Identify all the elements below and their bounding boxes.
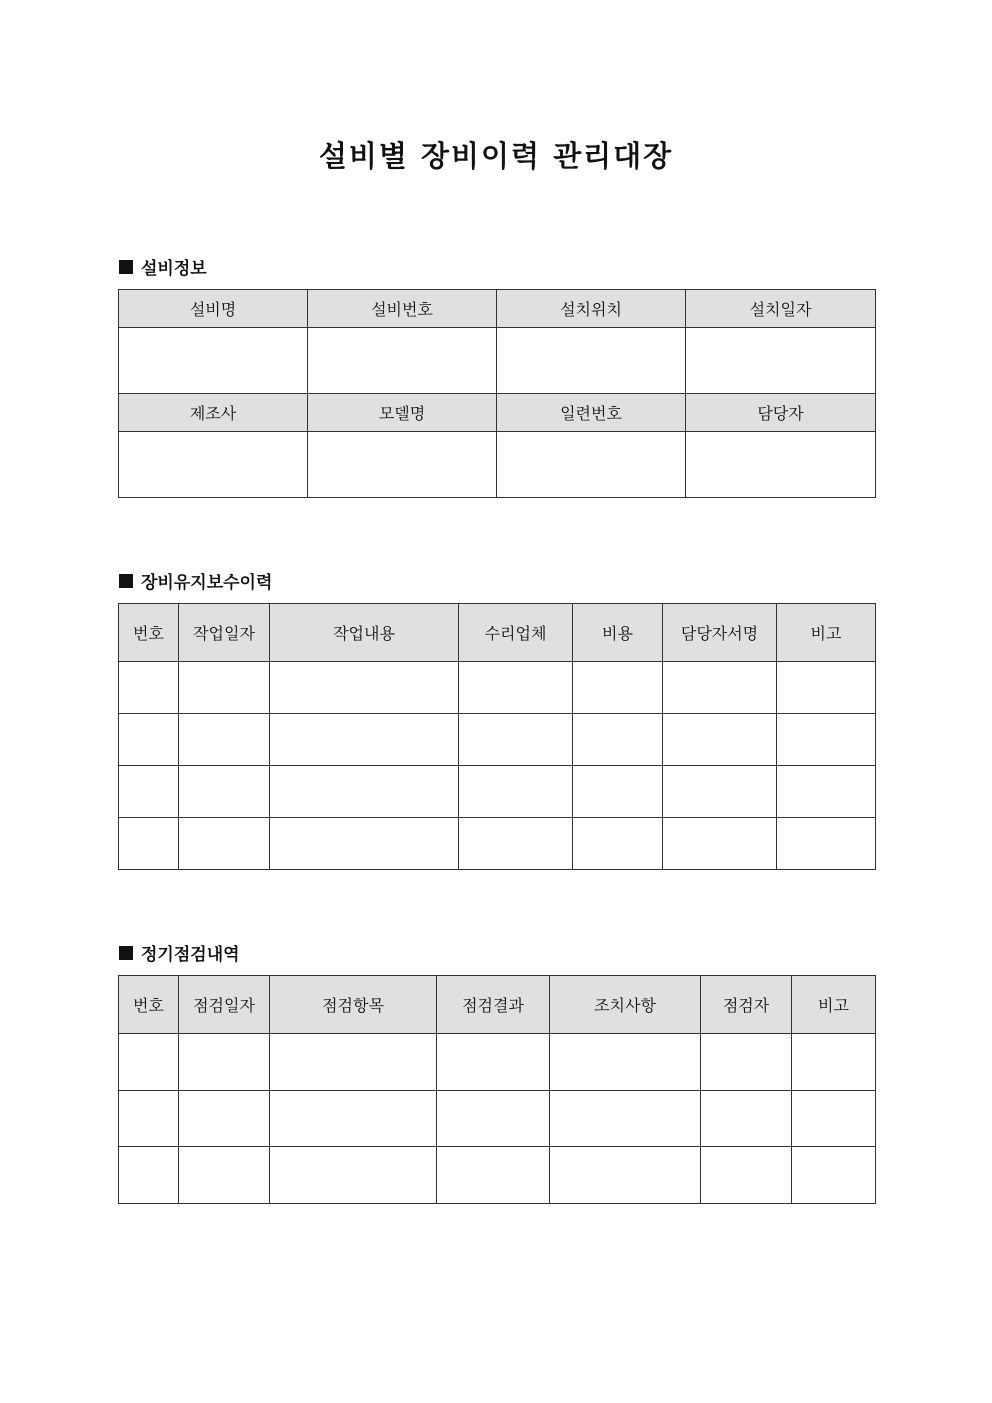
input-cell[interactable]	[179, 714, 270, 766]
input-cell[interactable]	[119, 662, 179, 714]
table-row	[119, 1091, 876, 1147]
input-cell[interactable]	[777, 766, 876, 818]
page-title: 설비별 장비이력 관리대장	[318, 139, 674, 173]
input-cell[interactable]	[119, 766, 179, 818]
section-title-equipment-info	[119, 254, 207, 279]
square-bullet-icon	[119, 574, 133, 588]
input-cell[interactable]	[308, 328, 497, 394]
square-bullet-icon	[119, 260, 133, 274]
input-cell[interactable]	[550, 1147, 701, 1204]
input-cell[interactable]	[437, 1034, 550, 1091]
header-cell: 번호	[119, 604, 179, 662]
input-cell[interactable]	[270, 1091, 437, 1147]
table-header-row	[119, 394, 876, 432]
input-cell[interactable]	[308, 432, 497, 498]
header-cell: 작업일자	[179, 604, 270, 662]
input-cell[interactable]	[550, 1034, 701, 1091]
input-cell[interactable]	[119, 432, 308, 498]
input-cell[interactable]	[792, 1147, 876, 1204]
input-cell[interactable]	[663, 766, 777, 818]
input-cell[interactable]	[459, 714, 573, 766]
input-cell[interactable]	[573, 662, 663, 714]
header-cell: 설비명	[119, 290, 308, 328]
table-row	[119, 328, 876, 394]
input-cell[interactable]	[179, 1091, 270, 1147]
input-cell[interactable]	[686, 432, 876, 498]
input-cell[interactable]	[437, 1091, 550, 1147]
table-row	[119, 662, 876, 714]
header-cell: 비고	[777, 604, 876, 662]
input-cell[interactable]	[270, 766, 459, 818]
input-cell[interactable]	[119, 714, 179, 766]
input-cell[interactable]	[663, 714, 777, 766]
header-cell: 설치위치	[497, 290, 686, 328]
header-cell: 담당자서명	[663, 604, 777, 662]
input-cell[interactable]	[573, 766, 663, 818]
header-cell: 조치사항	[550, 976, 701, 1034]
maintenance-history-table	[118, 603, 876, 870]
table-row	[119, 818, 876, 870]
input-cell[interactable]	[119, 1091, 179, 1147]
input-cell[interactable]	[701, 1147, 792, 1204]
input-cell[interactable]	[119, 1147, 179, 1204]
section-title-inspection-history	[119, 940, 240, 965]
input-cell[interactable]	[777, 818, 876, 870]
table-header-row	[119, 604, 876, 662]
header-cell: 수리업체	[459, 604, 573, 662]
header-cell: 번호	[119, 976, 179, 1034]
input-cell[interactable]	[459, 818, 573, 870]
input-cell[interactable]	[663, 818, 777, 870]
header-cell: 점검자	[701, 976, 792, 1034]
section-title-label: 장비유지보수이력	[141, 573, 273, 593]
header-cell: 작업내용	[270, 604, 459, 662]
input-cell[interactable]	[777, 714, 876, 766]
table-row	[119, 1034, 876, 1091]
input-cell[interactable]	[179, 1147, 270, 1204]
header-cell: 점검결과	[437, 976, 550, 1034]
input-cell[interactable]	[119, 328, 308, 394]
header-cell: 점검항목	[270, 976, 437, 1034]
header-cell: 일련번호	[497, 394, 686, 432]
input-cell[interactable]	[497, 328, 686, 394]
table-row	[119, 714, 876, 766]
table-row	[119, 432, 876, 498]
input-cell[interactable]	[179, 818, 270, 870]
input-cell[interactable]	[792, 1091, 876, 1147]
square-bullet-icon	[119, 946, 133, 960]
header-cell: 설치일자	[686, 290, 876, 328]
header-cell: 담당자	[686, 394, 876, 432]
input-cell[interactable]	[792, 1034, 876, 1091]
input-cell[interactable]	[686, 328, 876, 394]
header-cell: 비용	[573, 604, 663, 662]
input-cell[interactable]	[437, 1147, 550, 1204]
header-cell: 모델명	[308, 394, 497, 432]
input-cell[interactable]	[179, 766, 270, 818]
section-title-label: 설비정보	[141, 259, 207, 279]
header-cell: 비고	[792, 976, 876, 1034]
table-header-row	[119, 290, 876, 328]
header-cell: 점검일자	[179, 976, 270, 1034]
input-cell[interactable]	[459, 662, 573, 714]
input-cell[interactable]	[270, 714, 459, 766]
input-cell[interactable]	[270, 662, 459, 714]
input-cell[interactable]	[701, 1034, 792, 1091]
section-title-label: 정기점검내역	[141, 945, 240, 965]
input-cell[interactable]	[701, 1091, 792, 1147]
input-cell[interactable]	[270, 1034, 437, 1091]
input-cell[interactable]	[573, 714, 663, 766]
inspection-history-table	[118, 975, 876, 1204]
input-cell[interactable]	[179, 662, 270, 714]
input-cell[interactable]	[573, 818, 663, 870]
table-header-row	[119, 976, 876, 1034]
header-cell: 설비번호	[308, 290, 497, 328]
table-row	[119, 766, 876, 818]
table-row	[119, 1147, 876, 1204]
input-cell[interactable]	[497, 432, 686, 498]
header-cell: 제조사	[119, 394, 308, 432]
input-cell[interactable]	[550, 1091, 701, 1147]
section-title-maintenance-history	[119, 568, 272, 593]
input-cell[interactable]	[777, 662, 876, 714]
input-cell[interactable]	[119, 818, 179, 870]
equipment-info-table	[118, 289, 876, 498]
input-cell[interactable]	[179, 1034, 270, 1091]
input-cell[interactable]	[119, 1034, 179, 1091]
input-cell[interactable]	[270, 818, 459, 870]
input-cell[interactable]	[270, 1147, 437, 1204]
input-cell[interactable]	[663, 662, 777, 714]
input-cell[interactable]	[459, 766, 573, 818]
